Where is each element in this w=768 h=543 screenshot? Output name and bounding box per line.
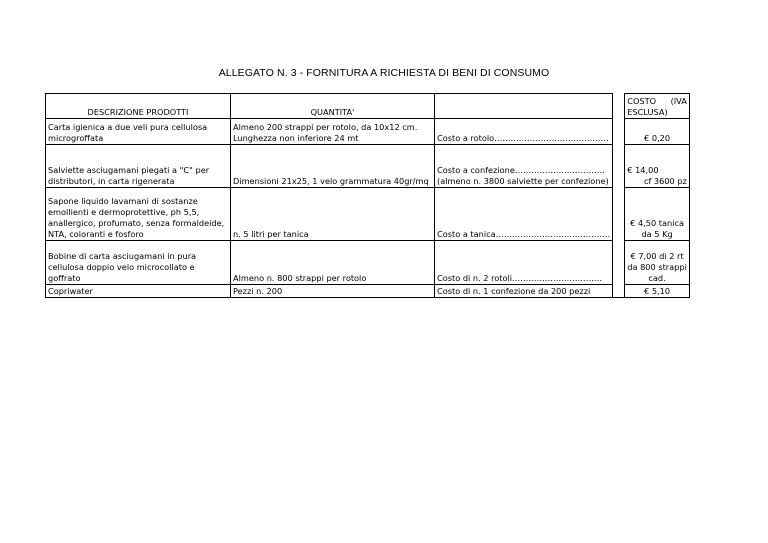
page-title: ALLEGATO N. 3 - FORNITURA A RICHIESTA DI BENI DI CONSUMO — [218, 67, 550, 79]
unit-cost-cell: Costo a tanica…………………………………… — [435, 188, 613, 241]
table-row — [46, 119, 690, 145]
product-cell: Sapone liquido lavamani di sostanze emollienti e dermoprotettive, ph 5,5, anallergico, profumato, senza formaldeide, NTA, coloranti e fosforo — [46, 188, 231, 241]
unit-cost-cell: Costo a rotolo…………………………………… — [435, 119, 613, 145]
price-cell: € 7,00 di 2 rt da 800 strappi cad. — [625, 241, 690, 285]
product-cell: Bobine di carta asciugamani in pura cellulosa doppio velo microcollato e goffrato — [46, 241, 231, 285]
header-cost-word: COSTO — [627, 96, 657, 106]
quantity-cell: n. 5 litri per tanica — [231, 188, 435, 241]
header-quantity: QUANTITA' — [231, 94, 435, 119]
price-cell: € 14,00 cf 3600 pz — [625, 145, 690, 188]
quantity-cell: Almeno n. 800 strappi per rotolo — [231, 241, 435, 285]
unit-cost-cell: Costo a confezione…………………………… (almeno n. 3800 salviette per confezione) — [435, 145, 613, 188]
header-cost — [625, 94, 690, 119]
consumables-table — [45, 93, 690, 298]
product-cell: Copriwater — [46, 285, 231, 298]
price-cell: € 4,50 tanica da 5 Kg — [625, 188, 690, 241]
quantity-cell: Almeno 200 strappi per rotolo, da 10x12 cm. Lunghezza non inferiore 24 mt — [231, 119, 435, 145]
header-cost-excluded: ESCLUSA) — [627, 107, 668, 117]
price-cell: € 5,10 — [625, 285, 690, 298]
product-cell: Salviette asciugamani piegati a "C" per distributori, in carta rigenerata — [46, 145, 231, 188]
unit-cost-cell: Costo di n. 2 rotoli…………………………… — [435, 241, 613, 285]
table-row — [46, 188, 690, 241]
quantity-cell: Pezzi n. 200 — [231, 285, 435, 298]
header-row — [46, 94, 690, 119]
table-row — [46, 145, 690, 188]
header-unit-empty — [435, 94, 613, 119]
quantity-cell: Dimensioni 21x25, 1 velo grammatura 40gr/mq — [231, 145, 435, 188]
unit-cost-cell: Costo di n. 1 confezione da 200 pezzi — [435, 285, 613, 298]
spacer-cell — [613, 119, 625, 145]
spacer-cell — [613, 188, 625, 241]
table-row — [46, 241, 690, 285]
spacer-cell — [613, 94, 625, 119]
spacer-cell — [613, 285, 625, 298]
table-row — [46, 285, 690, 298]
product-cell: Carta igienica a due veli pura cellulosa microgroffata — [46, 119, 231, 145]
spacer-cell — [613, 145, 625, 188]
spacer-cell — [613, 241, 625, 285]
price-cell: € 0,20 — [625, 119, 690, 145]
header-product: DESCRIZIONE PRODOTTI — [46, 94, 231, 119]
header-cost-iva: (IVA — [670, 96, 687, 106]
